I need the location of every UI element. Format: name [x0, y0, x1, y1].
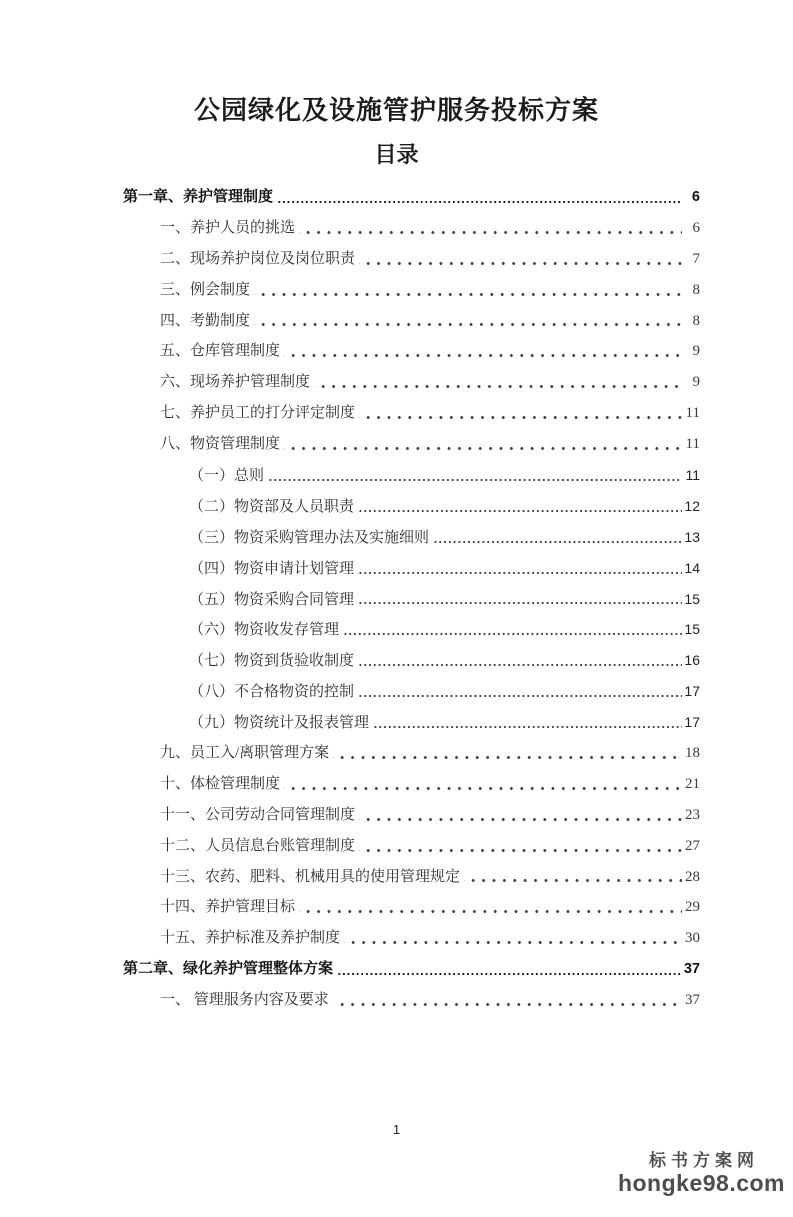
toc-entry[interactable] — [123, 244, 700, 275]
toc-entry-page: 37 — [685, 992, 700, 1009]
toc-entry-label: （九）物资统计及报表管理 — [189, 715, 370, 732]
dot-leader — [277, 182, 682, 213]
dot-leader — [314, 367, 682, 398]
toc-entry-page: 11 — [685, 467, 700, 484]
dot-leader — [337, 954, 682, 985]
toc-entry[interactable] — [123, 614, 700, 645]
dot-leader — [284, 336, 682, 367]
toc-entry[interactable] — [123, 553, 700, 584]
toc-entry-page: 27 — [685, 837, 700, 854]
dot-leader — [284, 769, 682, 800]
toc-entry[interactable] — [123, 182, 700, 213]
toc-entry[interactable] — [123, 584, 700, 615]
dot-leader — [268, 460, 682, 491]
toc-entry-label: （五）物资采购合同管理 — [189, 591, 355, 608]
toc-list — [123, 182, 700, 1016]
document-title: 公园绿化及设施管护服务投标方案 — [193, 96, 599, 125]
toc-entry-label: 十四、养护管理目标 — [160, 899, 296, 916]
watermark-site-url: hongke98.com — [617, 1169, 785, 1196]
toc-entry[interactable] — [123, 367, 700, 398]
toc-entry[interactable] — [123, 862, 700, 893]
toc-entry[interactable] — [123, 336, 700, 367]
toc-entry-page: 17 — [684, 683, 700, 700]
toc-heading: 目录 — [374, 141, 419, 167]
dot-leader — [254, 306, 682, 337]
toc-entry-page: 29 — [685, 899, 700, 916]
toc-entry[interactable] — [123, 398, 700, 429]
dot-leader — [333, 738, 682, 769]
toc-entry-page: 7 — [692, 250, 700, 267]
toc-entry[interactable] — [123, 738, 700, 769]
toc-entry[interactable] — [123, 707, 700, 738]
dot-leader — [358, 553, 682, 584]
toc-entry-label: 五、仓库管理制度 — [160, 343, 281, 360]
toc-entry-page: 30 — [685, 930, 700, 947]
toc-entry-label: 七、养护员工的打分评定制度 — [160, 405, 356, 422]
watermark-site-name: 标书方案网 — [648, 1151, 759, 1170]
toc-entry-page: 6 — [692, 219, 700, 236]
toc-entry-label: （四）物资申请计划管理 — [189, 560, 355, 577]
toc-entry-page: 8 — [692, 312, 700, 329]
toc-entry-label: 三、例会制度 — [160, 281, 251, 298]
toc-entry-label: 十二、人员信息台账管理制度 — [160, 837, 356, 854]
dot-leader — [433, 522, 682, 553]
dot-leader — [344, 923, 682, 954]
toc-entry-label: （七）物资到货验收制度 — [189, 653, 355, 670]
toc-entry-page: 14 — [684, 559, 700, 576]
toc-entry-label: 八、物资管理制度 — [160, 436, 281, 453]
toc-entry[interactable] — [123, 213, 700, 244]
toc-entry-page: 15 — [684, 621, 700, 638]
toc-entry-page: 18 — [685, 745, 700, 762]
toc-entry-label: （二）物资部及人员职责 — [189, 498, 355, 515]
toc-entry-page: 9 — [692, 343, 700, 360]
toc-entry-page: 37 — [683, 961, 700, 978]
toc-entry-page: 6 — [691, 189, 700, 205]
toc-entry-label: 四、考勤制度 — [160, 312, 251, 329]
toc-entry-label: 十五、养护标准及养护制度 — [160, 930, 341, 947]
dot-leader — [358, 645, 682, 676]
toc-entry-page: 28 — [685, 868, 700, 885]
toc-entry-label: （三）物资采购管理办法及实施细则 — [189, 529, 430, 546]
dot-leader — [299, 213, 682, 244]
toc-entry[interactable] — [123, 954, 700, 985]
toc-entry[interactable] — [123, 831, 700, 862]
dot-leader — [358, 584, 682, 615]
toc-entry-page: 21 — [685, 775, 700, 792]
toc-entry[interactable] — [123, 306, 700, 337]
dot-leader — [359, 800, 682, 831]
toc-entry-page: 17 — [684, 714, 700, 731]
toc-entry-label: 十三、农药、肥料、机械用具的使用管理规定 — [160, 868, 461, 885]
dot-leader — [284, 429, 682, 460]
toc-entry-label: 二、现场养护岗位及岗位职责 — [160, 250, 356, 267]
toc-entry-label: （一）总则 — [189, 468, 265, 485]
toc-entry-label: 一、 管理服务内容及要求 — [160, 992, 329, 1009]
toc-entry[interactable] — [123, 275, 700, 306]
toc-entry[interactable] — [123, 800, 700, 831]
dot-leader — [358, 676, 682, 707]
dot-leader — [359, 398, 682, 429]
toc-entry-label: 六、现场养护管理制度 — [160, 374, 311, 391]
toc-entry[interactable] — [123, 892, 700, 923]
toc-entry[interactable] — [123, 645, 700, 676]
toc-entry-page: 16 — [684, 652, 700, 669]
toc-entry-page: 8 — [692, 281, 700, 298]
toc-entry-label: 第二章、绿化养护管理整体方案 — [123, 960, 334, 978]
toc-entry-page: 23 — [685, 806, 700, 823]
dot-leader — [373, 707, 682, 738]
toc-entry-label: （六）物资收发存管理 — [189, 622, 340, 639]
toc-entry[interactable] — [123, 769, 700, 800]
toc-entry-label: 一、养护人员的挑选 — [160, 219, 296, 236]
document-page — [0, 95, 793, 1217]
toc-entry-label: 十一、公司劳动合同管理制度 — [160, 806, 356, 823]
toc-entry-page: 13 — [684, 528, 700, 545]
toc-entry[interactable] — [123, 491, 700, 522]
toc-entry-label: 九、员工入/离职管理方案 — [160, 745, 330, 762]
toc-entry[interactable] — [123, 676, 700, 707]
footer-page-number: 1 — [392, 1122, 401, 1137]
site-watermark — [618, 1152, 785, 1196]
toc-entry-page: 15 — [684, 590, 700, 607]
toc-entry[interactable] — [123, 985, 700, 1016]
dot-leader — [359, 244, 682, 275]
toc-entry-page: 12 — [684, 497, 700, 514]
toc-entry[interactable] — [123, 460, 700, 491]
toc-entry-label: 十、体检管理制度 — [160, 775, 281, 792]
dot-leader — [254, 275, 682, 306]
toc-entry-label: 第一章、养护管理制度 — [123, 188, 274, 205]
dot-leader — [343, 614, 682, 645]
dot-leader — [333, 985, 682, 1016]
toc-entry[interactable] — [123, 923, 700, 954]
toc-entry-label: （八）不合格物资的控制 — [189, 684, 355, 701]
dot-leader — [358, 491, 682, 522]
dot-leader — [359, 831, 682, 862]
toc-entry[interactable] — [123, 429, 700, 460]
toc-entry-page: 9 — [692, 374, 700, 391]
dot-leader — [299, 892, 682, 923]
dot-leader — [464, 862, 682, 893]
toc-entry-page: 11 — [685, 405, 700, 422]
toc-entry[interactable] — [123, 522, 700, 553]
toc-entry-page: 11 — [685, 436, 700, 453]
